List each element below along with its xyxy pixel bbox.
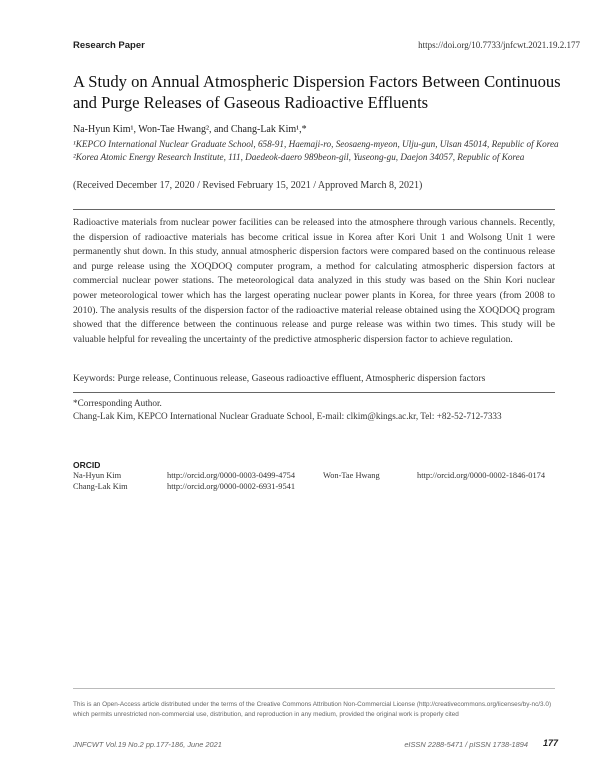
page-number: 177	[542, 738, 558, 748]
paper-title: A Study on Annual Atmospheric Dispersion Factors Between Continuous and Purge Releases of Gaseous Radioactive Effluents	[73, 72, 561, 112]
orcid-name: Chang-Lak Kim	[73, 482, 128, 491]
license-text: This is an Open-Access article distributed under the terms of the Creative Commons Attribution Non-Commercial License (http://creativecommons.org/licenses/by-nc/3.0) which permits unrestricted non-commercial use, distribution, and reproduction in any medium, provided the original work is properly cited	[73, 701, 552, 718]
license-rule	[73, 688, 555, 689]
affiliation-1: ¹KEPCO International Nuclear Graduate School, 658-91, Haemaji-ro, Seosaeng-myeon, Ulju-gun, Ulsan 45014, Republic of Korea	[73, 139, 559, 149]
orcid-link[interactable]: http://orcid.org/0000-0002-1846-0174	[417, 471, 546, 480]
doi-link[interactable]: https://doi.org/10.7733/jnfcwt.2021.19.2.177	[418, 40, 580, 50]
article-type: Research Paper	[73, 40, 145, 51]
orcid-label: ORCID	[73, 460, 101, 470]
orcid-link[interactable]: http://orcid.org/0000-0003-0499-4754	[167, 471, 296, 480]
received-dates: (Received December 17, 2020 / Revised February 15, 2021 / Approved March 8, 2021)	[73, 180, 423, 191]
corresponding-details: Chang-Lak Kim, KEPCO International Nuclear Graduate School, E-mail: clkim@kings.ac.kr, Tel: +82-52-712-7333	[73, 411, 502, 421]
journal-citation: JNFCWT Vol.19 No.2 pp.177-186, June 2021	[73, 740, 222, 749]
orcid-name: Na-Hyun Kim	[73, 471, 122, 480]
corresponding-label: *Corresponding Author.	[73, 398, 162, 408]
keywords: Keywords: Purge release, Continuous release, Gaseous radioactive effluent, Atmospheric dispersion factors	[73, 373, 486, 384]
abstract-bottom-rule	[73, 392, 555, 393]
issn: eISSN 2288-5471 / pISSN 1738-1894	[404, 740, 528, 749]
orcid-link[interactable]: http://orcid.org/0000-0002-6931-9541	[167, 482, 296, 491]
author-list: Na-Hyun Kim¹, Won-Tae Hwang², and Chang-Lak Kim¹,*	[73, 124, 307, 135]
affiliation-2: ²Korea Atomic Energy Research Institute, 111, Daedeok-daero 989beon-gil, Yuseong-gu, Daejon 34057, Republic of Korea	[73, 152, 525, 162]
abstract-top-rule	[73, 209, 555, 210]
orcid-name: Won-Tae Hwang	[323, 471, 380, 480]
abstract-text: Radioactive materials from nuclear power facilities can be released into the atmosphere through various channels. Recently, the dispersion of radioactive materials has become critical issue in Korea after Kori Unit 1 and Wolsong Unit 1 were permanently shut down. In this study, annual atmospheric dispersion factors were compared based on the continuous release and purge release using the XOQDOQ computer program, a method for calculating atmospheric dispersion factors at commercial nuclear power stations. The meteorological data analyzed in this study was based on the Shin Kori nuclear power meteorological tower which has the largest operating nuclear power plants in Korea, for three years (from 2008 to 2010). The analysis results of the dispersion factor of the radioactive material release obtained using the XOQDOQ program showed that the difference between the continuous release and purge release was within two times. This study will be valuable helpful for revealing the uncertainty of the predictive atmospheric dispersion factor to achieve regulation.	[73, 217, 555, 345]
